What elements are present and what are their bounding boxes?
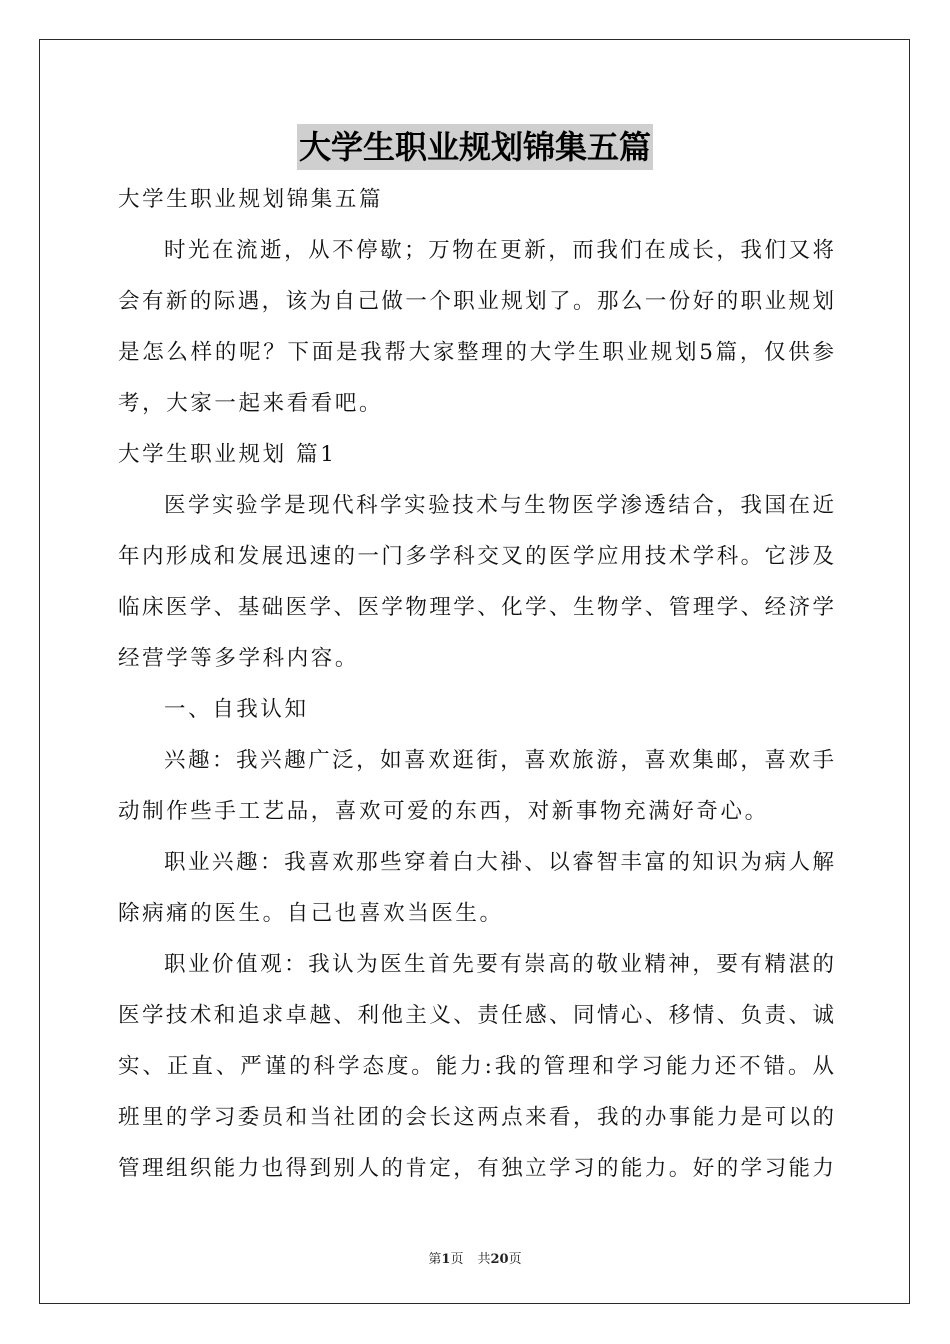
paragraph-line: 职业兴趣：我喜欢那些穿着白大褂、以睿智丰富的知识为病人解: [164, 850, 834, 875]
page-number: 1: [441, 1252, 451, 1267]
paragraph-line: 除病痛的医生。自己也喜欢当医生。: [118, 901, 504, 926]
paragraph-line: 实、正直、严谨的科学态度。能力:我的管理和学习能力还不错。从: [118, 1054, 834, 1079]
paragraph-line: 是怎么样的呢？下面是我帮大家整理的大学生职业规划5篇，仅供参: [118, 340, 834, 365]
paragraph-line: 经营学等多学科内容。: [118, 646, 360, 671]
paragraph-line: 临床医学、基础医学、医学物理学、化学、生物学、管理学、经济学: [118, 595, 834, 620]
paragraph-line: 动制作些手工艺品，喜欢可爱的东西，对新事物充满好奇心。: [118, 799, 769, 824]
paragraph-line: 考，大家一起来看看吧。: [118, 391, 384, 416]
paragraph-line: 管理组织能力也得到别人的肯定，有独立学习的能力。好的学习能力: [118, 1156, 834, 1181]
page-prefix: 第: [428, 1252, 442, 1267]
paragraph-line: 年内形成和发展迅速的一门多学科交叉的医学应用技术学科。它涉及: [118, 544, 834, 569]
subtitle-line: 大学生职业规划锦集五篇: [118, 187, 384, 212]
document-title: 大学生职业规划锦集五篇: [297, 124, 653, 170]
paragraph-line: 班里的学习委员和当社团的会长这两点来看，我的办事能力是可以的: [118, 1105, 834, 1130]
document-body: [118, 178, 834, 1198]
subsection-heading: 一、自我认知: [164, 697, 309, 722]
total-pages: 20: [490, 1252, 509, 1267]
paragraph-line: 职业价值观：我认为医生首先要有崇高的敬业精神，要有精湛的: [164, 952, 834, 977]
page-suffix: 页: [450, 1252, 464, 1267]
paragraph-line: 会有新的际遇，该为自己做一个职业规划了。那么一份好的职业规划: [118, 289, 834, 314]
total-suffix: 页: [508, 1252, 522, 1267]
paragraph-line: 医学技术和追求卓越、利他主义、责任感、同情心、移情、负责、诚: [118, 1003, 834, 1028]
paragraph-line: 时光在流逝，从不停歇；万物在更新，而我们在成长，我们又将: [164, 238, 834, 263]
paragraph-line: 医学实验学是现代科学实验技术与生物医学渗透结合，我国在近: [164, 493, 834, 518]
title-wrap: [0, 124, 950, 170]
paragraph-line: 兴趣：我兴趣广泛，如喜欢逛街，喜欢旅游，喜欢集邮，喜欢手: [164, 748, 834, 773]
page-footer: [0, 1248, 950, 1267]
total-prefix: 共: [477, 1252, 491, 1267]
section-heading: 大学生职业规划 篇1: [118, 442, 337, 467]
